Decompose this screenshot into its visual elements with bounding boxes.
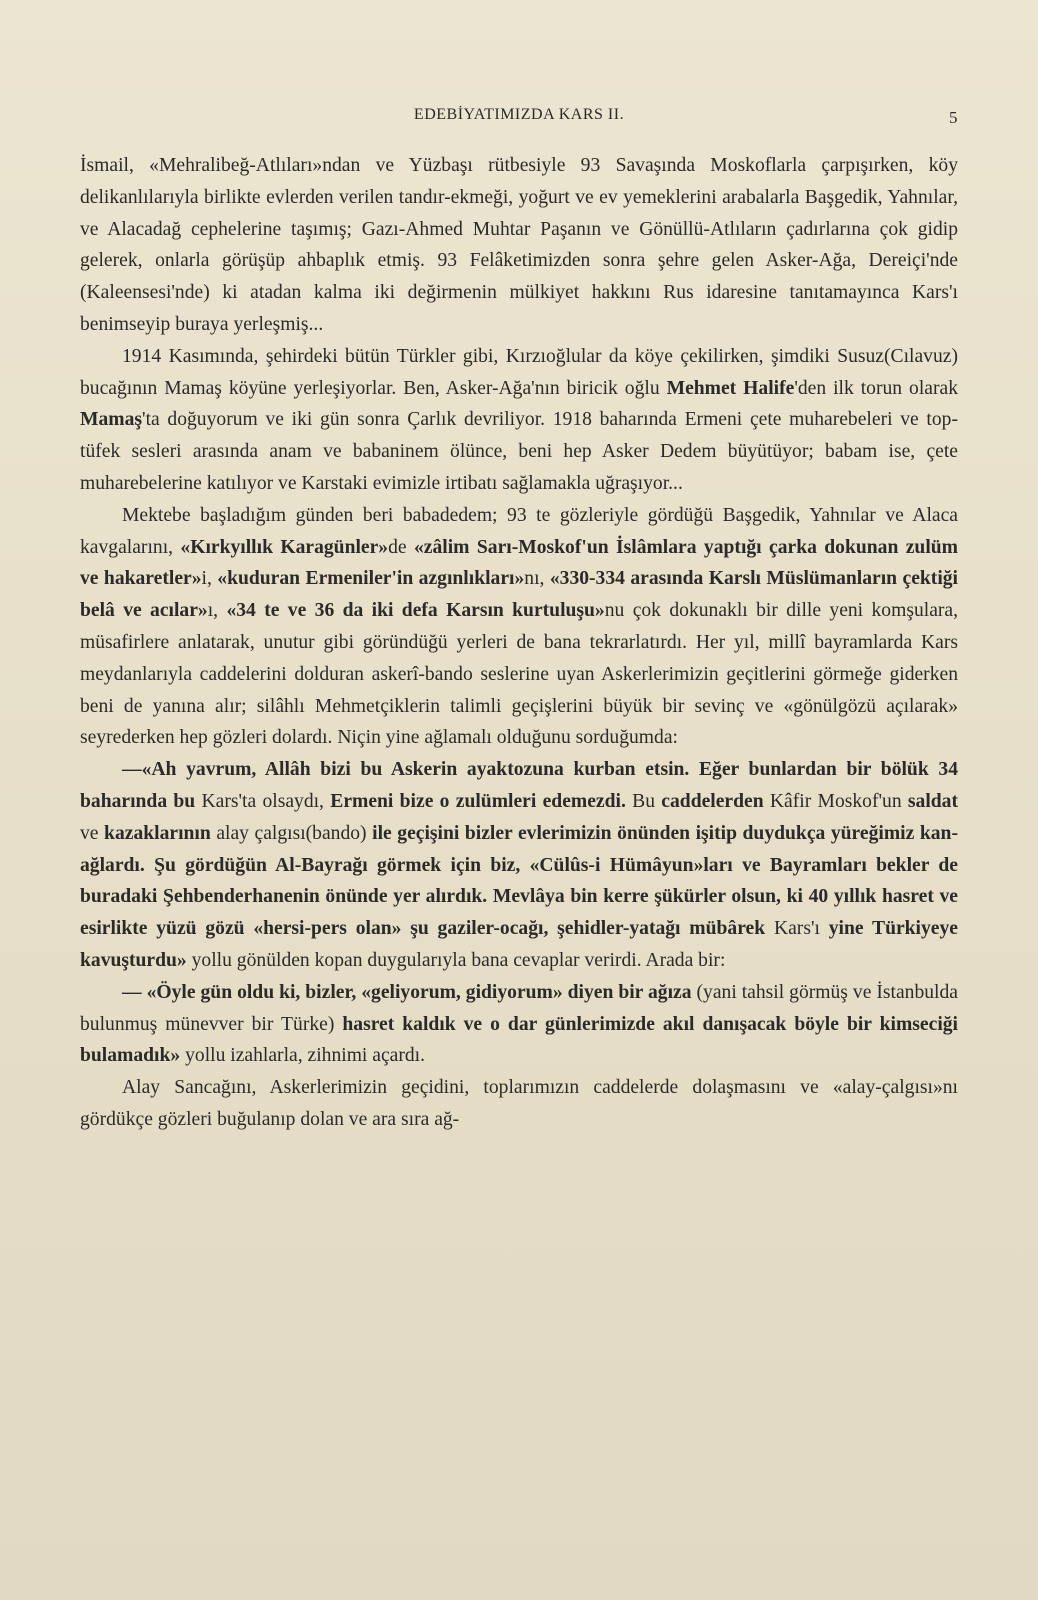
bold-text-segment: «kuduran Ermeniler'in azgınlıkları»: [217, 568, 525, 590]
text-segment: nu çok dokunaklı bir dille yeni komşulara, müsafirlere anlatarak, unutur gibi göründüğü yerleri de bana tekrarlatırdı. Her yıl, millî bayramlarda Kars meydanlarıyla caddelerini dolduran askerî-bando seslerine uyan Askerlerimizin geçitlerini görmeğe giderken beni de yanına alır; silâhlı Mehmetçiklerin talimli geçişlerini büyük bir sevinç ve «gönülgözü açılarak» seyrederken hep gözleri dolardı. Niçin yine ağlamalı olduğunu sorduğumda:: [80, 600, 959, 749]
bold-text-segment: «330-334 arasında Karslı Müslümanların çektiği belâ ve acılar»: [80, 568, 958, 622]
bold-text-segment: Mehmet Halife: [666, 377, 795, 399]
bold-text-segment: caddelerden: [661, 790, 764, 812]
text-segment: i,: [201, 568, 218, 590]
text-segment: Bu: [625, 790, 662, 812]
paragraph: [80, 341, 958, 500]
page-number: 5: [949, 108, 958, 127]
running-head: [80, 106, 958, 132]
text-segment: ı,: [207, 600, 227, 622]
text-segment: nı,: [524, 568, 550, 590]
paragraph: [80, 150, 958, 341]
body-text: [80, 150, 958, 1136]
bold-text-segment: ile geçişini bizler evlerimizin önünden işitip duydukça yüreğimiz kan-ağlardı. Şu gördüğün Al-Bayrağı görmek için biz, «Cülûs-i Hümâyun»ları ve Bayramları bekler de buradaki Şehbenderhanenin önünde yer alırdık. Mevlâya bin kerre şükürler olsun, ki 40 yıllık hasret ve esirlikte yüzü gözü «hersi-pers olan» şu gaziler-ocağı, şehidler-yatağı mübârek: [80, 822, 958, 940]
bold-text-segment: Ermeni bize o zulümleri edemezdi.: [330, 790, 626, 812]
bold-text-segment: Mamaş: [80, 409, 143, 431]
text-segment: alay çalgısı(bando): [210, 822, 373, 844]
paragraph: [80, 500, 958, 754]
text-segment: 'den ilk torun olarak: [794, 377, 958, 399]
text-segment: 1914 Kasımında, şehirdeki bütün Türkler gibi, Kırzıoğlular da köye çekilirken, şimdiki Susuz(Cılavuz) bucağının Mamaş köyüne yerleşiyorlar. Ben, Asker-Ağa'nın biricik oğlu: [80, 345, 958, 399]
text-segment: yollu gönülden kopan duygularıyla bana cevaplar verirdi. Arada bir:: [186, 949, 726, 971]
paragraph: [80, 754, 958, 977]
bold-text-segment: yine Türkiyeye kavuşturdu»: [80, 918, 958, 971]
text-segment: ve: [80, 822, 105, 844]
bold-text-segment: «zâlim Sarı-Moskof'un İslâmlara yaptığı çarka dokunan zulüm ve hakaretler»: [80, 536, 958, 590]
bold-text-segment: «Kırkyıllık Karagünler»: [180, 536, 389, 558]
bold-text-segment: saldat: [907, 790, 958, 812]
text-segment: İsmail, «Mehralibeğ-Atlıları»ndan ve Yüzbaşı rütbesiyle 93 Savaşında Moskoflarla çarpışırken, köy delikanlılarıyla birlikte evlerden verilen tandır-ekmeği, yoğurt ve ev yemeklerini arabalarla Başgedik, Yahnılar, ve Alacadağ cephelerine taşımış; Gazı-Ahmed Muhtar Paşanın ve Gönüllü-Atlıların çadırlarına çok gidip gelerek, onlarla görüşüp ahbaplık etmiş. 93 Felâketimizden sonra şehre gelen Asker-Ağa, Dereiçi'nde (Kaleensesi'nde) ki atadan kalma iki değirmenin mülkiyet hakkını Rus idaresine tanıtamayınca Kars'ı benimseyip buraya yerleşmiş...: [80, 155, 958, 335]
text-segment: (yani tahsil görmüş ve İstanbulda bulunmuş münevver bir Türke): [80, 981, 958, 1035]
bold-text-segment: kazaklarının: [104, 822, 211, 844]
bold-text-segment: —«Ah yavrum, Allâh bizi bu Askerin ayaktozuna kurban etsin. Eğer bunlardan bir bölük 34 baharında bu: [80, 759, 958, 812]
running-title: EDEBİYATIMIZDA KARS II.: [413, 106, 625, 123]
text-segment: de: [388, 536, 414, 558]
bold-text-segment: «34 te ve 36 da iki defa Karsın kurtuluşu»: [226, 600, 605, 622]
text-segment: Alay Sancağını, Askerlerimizin geçidini, toplarımızın caddelerde dolaşmasını ve «alay-çalgısı»nı gördükçe gözleri buğulanıp dolan ve ara sıra ağ-: [80, 1077, 958, 1130]
text-segment: Kâfir Moskof'un: [763, 790, 908, 812]
text-segment: Kars'ta olsaydı,: [201, 790, 331, 812]
bold-text-segment: hasret kaldık ve o dar günlerimizde akıl danışacak böyle bir kimseciği bulamadık»: [80, 1013, 958, 1067]
bold-text-segment: — «Öyle gün oldu ki, bizler, «geliyorum, gidiyorum» diyen bir ağıza: [122, 981, 692, 1003]
text-segment: yollu izahlarla, zihnimi açardı.: [180, 1045, 426, 1067]
text-segment: Mektebe başladığım günden beri babadedem; 93 te gözleriyle gördüğü Başgedik, Yahnılar ve Alaca kavgalarını,: [80, 504, 958, 558]
paragraph: [80, 1072, 958, 1136]
paragraph: [80, 977, 958, 1072]
text-segment: 'ta doğuyorum ve iki gün sonra Çarlık devriliyor. 1918 baharında Ermeni çete muharebeleri ve top-tüfek sesleri arasında anam ve babaninem ölünce, beni hep Asker Dedem büyütüyor; babam ise, çete muharebelerine katılıyor ve Karstaki evimizle irtibatı sağlamakla uğraşıyor...: [80, 409, 958, 494]
text-segment: Kars'ı: [773, 918, 829, 940]
